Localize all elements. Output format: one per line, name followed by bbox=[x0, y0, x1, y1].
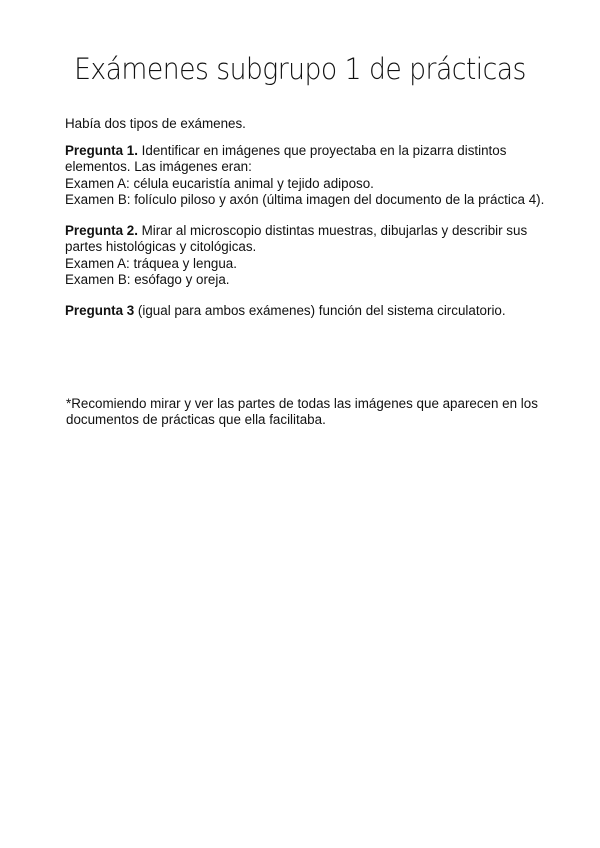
question-1-statement bbox=[65, 143, 506, 174]
intro-paragraph: Había dos tipos de exámenes. bbox=[65, 116, 246, 131]
question-1-label: Pregunta 1. bbox=[65, 143, 138, 158]
question-3-text: (igual para ambos exámenes) función del sistema circulatorio. bbox=[134, 303, 506, 318]
question-2 bbox=[65, 223, 550, 288]
question-2-exam-b: Examen B: esófago y oreja. bbox=[65, 271, 230, 287]
question-1-exam-b: Examen B: folículo piloso y axón (última imagen del documento de la práctica 4). bbox=[65, 191, 545, 207]
question-2-exam-a: Examen A: tráquea y lengua. bbox=[65, 255, 237, 271]
question-2-text: Mirar al microscopio distintas muestras, dibujarlas y describir sus partes histológicas y citológicas. bbox=[65, 223, 528, 255]
question-1-text: Identificar en imágenes que proyectaba en la pizarra distintos elementos. Las imágenes eran: bbox=[65, 143, 507, 175]
question-3 bbox=[65, 303, 550, 319]
question-1 bbox=[65, 143, 550, 208]
document-title: Exámenes subgrupo 1 de prácticas bbox=[74, 52, 526, 86]
question-2-label: Pregunta 2. bbox=[65, 223, 138, 238]
question-3-label: Pregunta 3 bbox=[65, 303, 135, 318]
question-1-exam-a: Examen A: célula eucaristía animal y tejido adiposo. bbox=[65, 175, 374, 191]
question-2-statement bbox=[65, 223, 527, 254]
footnote: *Recomiendo mirar y ver las partes de todas las imágenes que aparecen en los documentos de prácticas que ella facilitaba. bbox=[66, 396, 538, 428]
